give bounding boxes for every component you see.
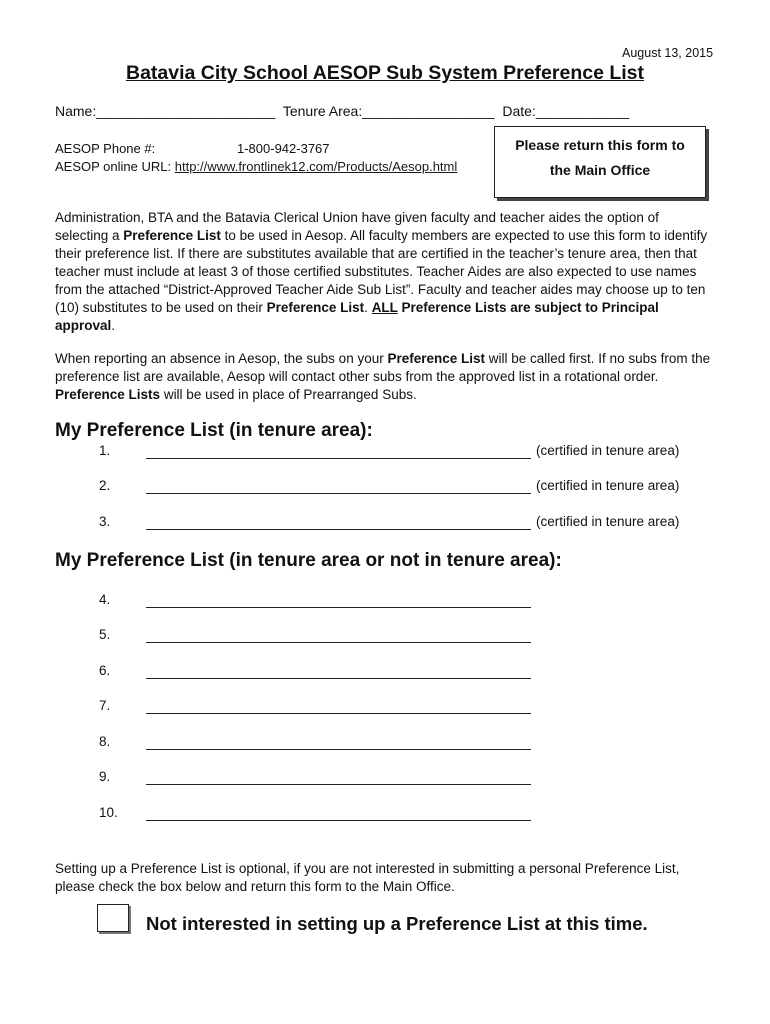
aesop-phone-label: AESOP Phone #:: [55, 141, 156, 156]
substitute-name-field[interactable]: [146, 529, 531, 530]
preference-list-item[interactable]: 9.: [0, 769, 770, 789]
preference-list-item[interactable]: 2. (certified in tenure area): [99, 478, 680, 493]
optional-note-paragraph: Setting up a Preference List is optional, if you are not interested in submitting a personal Preference List, please check the box below and return this form to the Main Office.: [55, 861, 680, 894]
aesop-url-link[interactable]: http://www.frontlinek12.com/Products/Aesop.html: [174, 159, 458, 174]
any-area-list-heading: My Preference List (in tenure area or not in tenure area):: [55, 550, 562, 571]
aesop-url-label: AESOP online URL:: [55, 159, 172, 174]
preference-list-item[interactable]: 7.: [0, 698, 770, 718]
preference-list-item[interactable]: 10.: [0, 805, 770, 825]
preference-list-item[interactable]: 6.: [0, 663, 770, 683]
substitute-name-field[interactable]: [146, 607, 531, 608]
substitute-name-field[interactable]: [146, 820, 531, 821]
substitute-name-field[interactable]: [146, 642, 531, 643]
substitute-name-field[interactable]: [146, 713, 531, 714]
not-interested-checkbox[interactable]: [97, 904, 129, 932]
preference-list-item[interactable]: 5.: [0, 627, 770, 647]
name-tenure-date-fields[interactable]: Name:_______________________ Tenure Area:_________________ Date:____________: [55, 103, 630, 119]
return-form-notice-box: [494, 126, 706, 198]
aesop-phone-value: 1-800-942-3767: [237, 141, 330, 156]
return-notice-line1: Please return this form to: [515, 137, 685, 153]
aesop-contact-info: [55, 140, 457, 176]
substitute-name-field[interactable]: [146, 458, 531, 459]
preference-list-item[interactable]: 8.: [0, 734, 770, 754]
absence-reporting-paragraph: When reporting an absence in Aesop, the subs on your Preference List will be called first. If no subs from the preference list are available, Aesop will contact other subs from the approved list in a rotational order. Preference Lists will be used in place of Prearranged Subs.: [55, 351, 711, 402]
substitute-name-field[interactable]: [146, 493, 531, 494]
substitute-name-field[interactable]: [146, 784, 531, 785]
not-interested-label: Not interested in setting up a Preference List at this time.: [146, 913, 648, 934]
tenure-area-list-heading: My Preference List (in tenure area):: [55, 420, 373, 441]
preference-list-item[interactable]: 1. (certified in tenure area): [99, 443, 680, 458]
preference-list-item[interactable]: 3. (certified in tenure area): [99, 514, 680, 529]
substitute-name-field[interactable]: [146, 678, 531, 679]
return-notice-line2: the Main Office: [549, 162, 651, 178]
substitute-name-field[interactable]: [146, 749, 531, 750]
document-title: Batavia City School AESOP Sub System Preference List: [125, 62, 645, 84]
document-date: August 13, 2015: [622, 46, 714, 60]
intro-paragraph: Administration, BTA and the Batavia Clerical Union have given faculty and teacher aides the option of selecting a Preference List to be used in Aesop. All faculty members are expected to use this form to identify their preference list. If there are substitutes available that are certified in the teacher’s tenure area, then that teacher must include at least 3 of those certified substitutes. Teacher Aides are also expected to use names from the attached “District-Approved Teacher Aide Sub List”. Faculty and teacher aides may choose up to ten (10) substitutes to be used on their Preference List. ALL Preference Lists are subject to Principal approval.: [55, 210, 708, 333]
preference-list-item[interactable]: 4.: [0, 592, 770, 612]
